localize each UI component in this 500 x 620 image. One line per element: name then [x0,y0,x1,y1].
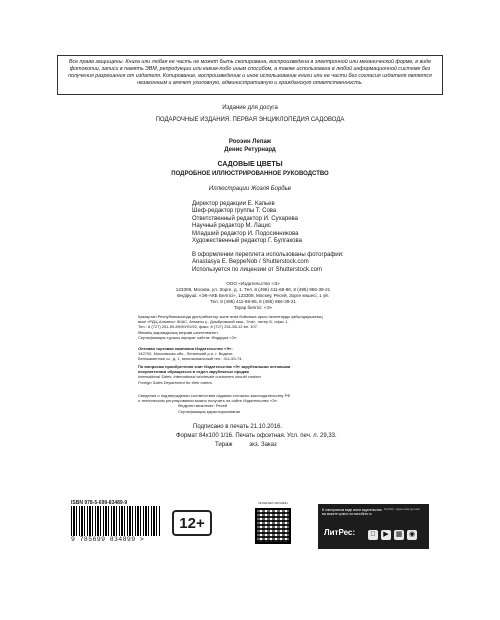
staff-line: Младший редактор И. Подосинникова [192,230,299,237]
trade-line: Оптовая торговая компания Издательство «Э»: [138,346,233,351]
kz-line: Өнімнің жарамдылық мерзімі шектелмеген. [138,329,219,335]
kz-line: өкілі «РДЦ-Алматы» ЖШС, Алматы қ., Домбровский көш., 3«а», литер Б, офис 1. [138,319,289,325]
print-run: Тираж экз. Заказ [215,442,277,448]
trade-company [138,346,368,362]
cert-line: Өндірген мемлекет: Ресей [178,403,228,409]
trade-line: 142700, Московская обл., Ленинский р-н, г. Видное, [138,351,234,357]
age-rating-badge: 12+ [172,510,212,536]
kz-line: Қазақстан Республикасында дистрибьютор және өнім бойынша арыз-талаптарды қабылдаушының [138,314,323,319]
publisher-line: Тел. 8 (495) 411-68-86, 8 (495) 956-39-21 [210,299,296,304]
apple-store-icon [368,530,378,540]
cert-line: о техническом регулировании можно получить на сайте Издательства «Э» [138,398,278,404]
litres-promo-panel [318,504,429,549]
qr-caption: ИНТЕРНЕТ-МАГАЗИН [258,501,288,505]
cert-line: Сертификация қарастырылмаған [178,408,241,414]
design-credit [192,252,344,274]
isbn-digits: 9 785699 834899 > [71,536,145,543]
publisher-block [133,281,373,311]
foreign-line: По вопросам приобретения книг Издательства «Э» зарубежными оптовыми [138,364,291,369]
staff-line: Директор редакции Е. Капьев [192,201,275,207]
publisher-line: 123308, Москва, ул. Зорге, д. 1. Тел. 8 (495) 411-68-86, 8 (495) 956-39-21 [175,287,331,292]
staff-line: Шеф-редактор группы Т. Сова [192,208,277,215]
design-line: Anastasya E. BeppeNob / Shutterstock.com [192,259,309,266]
foreign-sales [138,364,368,385]
litres-logo: ЛитРес: [324,528,356,537]
series-name: ПОДАРОЧНЫЕ ИЗДАНИЯ. ПЕРВАЯ ЭНЦИКЛОПЕДИЯ САДОВОДА [155,117,345,123]
kz-distributor [138,314,368,340]
publisher-line: ООО «Издательство «Э» [226,281,280,286]
publisher-line: Тауар белгісі: «Э» [233,305,273,310]
trade-line: Белокаменное ш., д. 1, многоканальный тел.: 411-50-74. [138,356,243,362]
copyright-notice-text: Все права защищены. Книга или любая ее часть не может быть скопирована, воспроизведена в электронной или механической форме, в виде фотокопии, записи в память ЭВМ, репродукции или каким-либо иным способом, а также использована в любой информационной системе без получения разрешения от издателя. Копирование, воспроизведение и иное использование книги или ее части без согласия издателя является незаконным и влечет уголовную, административную и гражданскую ответственность. [68,59,432,87]
foreign-line: покупателями обращаться в отдел зарубежных продаж [138,369,250,375]
design-line: Используется по лицензии от Shutterstock.com [192,266,322,273]
qr-code-wrap [252,508,294,546]
certificate-info [138,393,368,414]
foreign-line: Foreign Sales Department for their orders. [138,379,213,385]
foreign-line: International Sales: International wholesale customers should contact [138,374,261,380]
kz-line: Тел.: 8 (727) 251-59-89/90/91/92, факс: 8 (727) 251-58-12 вн. 107. [138,324,258,330]
kz-line: Сертификация туралы ақпарат сайтта: Өндіруші «Э» [138,334,237,340]
staff-line: Ответственный редактор И. Сухарева [192,215,298,222]
book-subtitle: ПОДРОБНОЕ ИЛЛЮСТРИРОВАННОЕ РУКОВОДСТВО [171,171,329,177]
illustrations-credit: Иллюстрации Жоэля Бордье [208,186,292,192]
google-play-icon: ▶ [381,530,391,540]
cert-line: Сведения о подтверждении соответствия издания согласно законодательству РФ [138,393,291,398]
edition-type: Издание для досуга [222,105,278,111]
author-2: Денис Ретурнард [224,147,276,153]
copyright-notice [57,55,443,95]
print-format: Формат 84х100 1/16. Печать офсетная. Усл. печ. л. 29,33. [176,433,337,439]
book-title: САДОВЫЕ ЦВЕТЫ [217,161,283,168]
staff-list [192,201,302,245]
staff-line: Художественный редактор Г. Булгакова [192,238,302,245]
barcode [71,506,161,536]
promo-text: В электронном виде книги издательства вы можете купить на www.litres.ru [322,508,382,516]
publisher-line: Өндіруші: «ЭК-АКБ Белгісі», 123308, Мәскеу, Ресей, Зорге көшесі, 1 үй. [176,293,330,298]
isbn-label: ISBN 978-5-699-83489-9 [71,500,128,506]
design-line: В оформлении переплета использованы фотографии: [192,252,344,258]
signed-date: Подписано в печать 21.10.2016. [193,424,283,430]
staff-line: Научный редактор М. Лацис [192,223,271,230]
qr-code-icon [255,508,291,544]
android-icon: ◉ [408,531,416,538]
promo-side-text: ЛитРес: один клик до книг [384,507,421,511]
windows-store-icon: ▦ [395,531,403,538]
author-1: Рооэин Лепаж [228,139,272,145]
